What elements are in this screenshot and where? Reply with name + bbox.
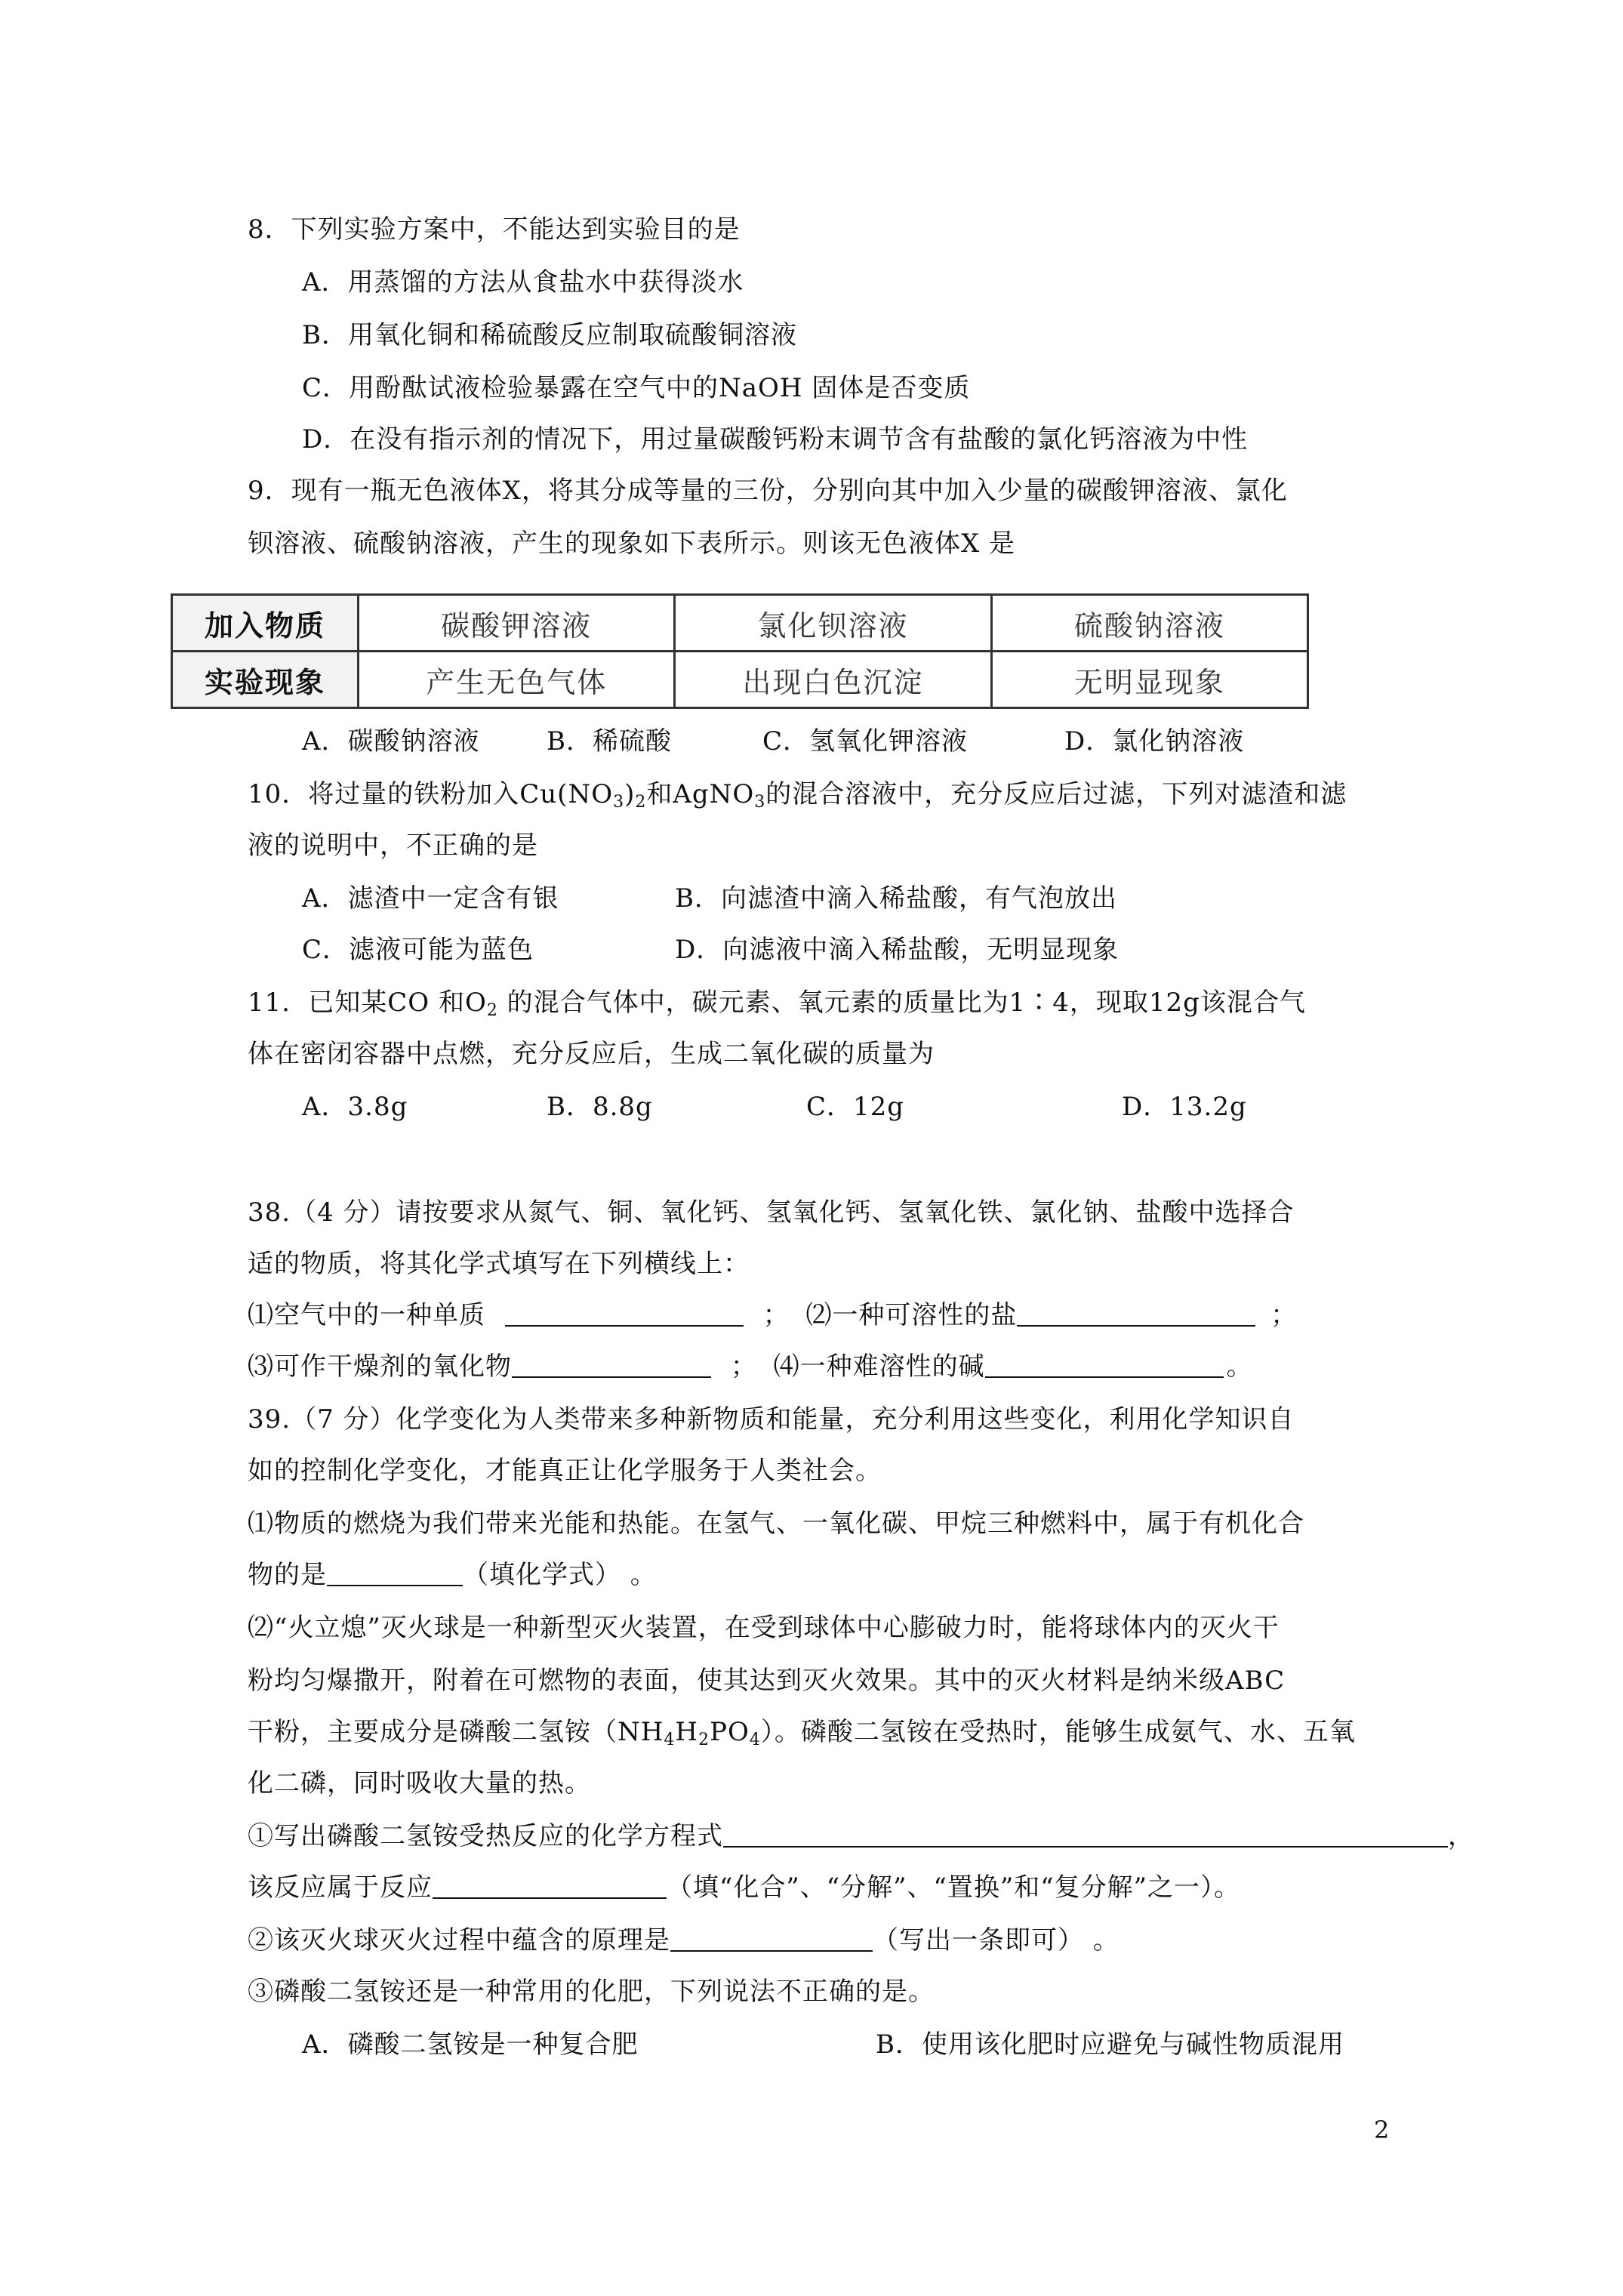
q39-part2-text: PO <box>710 1717 750 1747</box>
q38-stem-line1: 38.（4 分）请按要求从氮气、铜、氧化钙、氢氧化钙、氢氧化铁、氯化钠、盐酸中选择合 <box>248 1197 1295 1228</box>
table-row <box>172 595 1308 652</box>
q39-sub2 <box>248 1924 1119 1957</box>
q39-part1-line2 <box>248 1558 657 1592</box>
q11-stem-text: 11．已知某CO 和O <box>248 988 487 1018</box>
q9-option-d: D．氯化钠溶液 <box>1064 726 1245 757</box>
q38-item2-label: ⑵一种可溶性的盐 <box>805 1300 1018 1330</box>
separator: ； <box>1270 1300 1298 1330</box>
q39-sub1 <box>248 1820 1474 1853</box>
q39-part2-line2: 粉均匀爆撒开，附着在可燃物的表面，使其达到灭火效果。其中的灭火材料是纳米级ABC <box>248 1666 1286 1696</box>
answer-blank[interactable] <box>505 1299 744 1327</box>
subscript: 4 <box>664 1730 676 1749</box>
answer-blank[interactable] <box>512 1351 711 1378</box>
q39-part2-text: ）。磷酸二氢铵在受热时，能够生成氨气、水、五氧 <box>760 1717 1356 1747</box>
q39-part2-line3 <box>248 1715 1356 1757</box>
q39-sub1b-text: （填“化合”、“分解”、“置换”和“复分解”之一）。 <box>667 1872 1241 1903</box>
q39-sub1-text: ①写出磷酸二氢铵受热反应的化学方程式 <box>248 1821 723 1851</box>
table-row <box>172 652 1308 708</box>
q39-option-a: A．磷酸二氢铵是一种复合肥 <box>302 2029 639 2060</box>
q11-stem-text: 的混合气体中，碳元素、氧元素的质量比为1∶4，现取12g该混合气 <box>497 988 1306 1018</box>
answer-blank[interactable] <box>433 1872 667 1899</box>
subscript: 4 <box>749 1730 761 1749</box>
q8-option-b: B．用氧化铜和稀硫酸反应制取硫酸铜溶液 <box>302 320 797 350</box>
q39-part1-line1: ⑴物质的燃烧为我们带来光能和热能。在氢气、一氧化碳、甲烷三种燃料中，属于有机化合 <box>248 1509 1304 1539</box>
q39-part2-line1: ⑵“火立熄”灭火球是一种新型灭火装置，在受到球体中心膨破力时，能将球体内的灭火干 <box>248 1613 1280 1643</box>
q38-row1 <box>248 1299 1297 1332</box>
period: 。 <box>1226 1351 1253 1382</box>
q9-option-a: A．碳酸钠溶液 <box>302 726 480 757</box>
comma: ， <box>1448 1821 1474 1851</box>
q10-stem-text: 的混合溶液中，充分反应后过滤，下列对滤渣和滤 <box>765 779 1347 809</box>
q38-row2 <box>248 1350 1253 1383</box>
q11-stem-line1 <box>248 986 1306 1028</box>
q39-part2-line4: 化二磷，同时吸收大量的热。 <box>248 1768 591 1798</box>
q10-stem-line2: 液的说明中，不正确的是 <box>248 831 538 861</box>
q11-option-c: C．12g <box>806 1092 905 1122</box>
separator: ； <box>762 1300 790 1330</box>
q8-stem: 8．下列实验方案中，不能达到实验目的是 <box>248 214 741 245</box>
q10-option-c: C．滤液可能为蓝色 <box>302 935 534 965</box>
q39-sub2-text: ②该灭火球灭火过程中蕴含的原理是 <box>248 1925 670 1955</box>
q39-stem-line1: 39.（7 分）化学变化为人类带来多种新物质和能量，充分利用这些变化，利用化学知识自 <box>248 1404 1295 1435</box>
answer-blank[interactable] <box>327 1559 463 1586</box>
table-cell: 碳酸钾溶液 <box>359 595 675 652</box>
q9-option-c: C．氢氧化钾溶液 <box>762 726 969 757</box>
q8-option-d: D．在没有指示剂的情况下，用过量碳酸钙粉末调节含有盐酸的氯化钙溶液为中性 <box>302 424 1249 455</box>
subscript: 2 <box>486 1001 498 1020</box>
q39-sub3: ③磷酸二氢铵还是一种常用的化肥，下列说法不正确的是。 <box>248 1977 935 2007</box>
table-row-header: 加入物质 <box>172 595 359 652</box>
table-cell: 氯化钡溶液 <box>675 595 991 652</box>
q8-option-a: A．用蒸馏的方法从食盐水中获得淡水 <box>302 267 744 297</box>
q10-option-a: A．滤渣中一定含有银 <box>302 883 559 914</box>
table-cell: 硫酸钠溶液 <box>991 595 1307 652</box>
q10-option-d: D．向滤液中滴入稀盐酸，无明显现象 <box>675 935 1119 965</box>
q39-option-b: B．使用该化肥时应避免与碱性物质混用 <box>876 2029 1344 2060</box>
answer-blank[interactable] <box>1017 1299 1255 1327</box>
answer-blank[interactable] <box>723 1820 1448 1848</box>
q39-stem-line2: 如的控制化学变化，才能真正让化学服务于人类社会。 <box>248 1456 882 1486</box>
q11-option-b: B．8.8g <box>547 1092 653 1122</box>
q9-experiment-table <box>171 593 1309 709</box>
subscript: 3 <box>613 793 625 812</box>
answer-blank[interactable] <box>985 1351 1224 1378</box>
q10-stem-text: 和AgNO <box>646 779 755 809</box>
q38-item3-label: ⑶可作干燥剂的氧化物 <box>248 1351 512 1382</box>
q38-stem-line2: 适的物质，将其化学式填写在下列横线上： <box>248 1249 750 1279</box>
answer-blank[interactable] <box>670 1925 873 1952</box>
q39-sub1b <box>248 1871 1240 1904</box>
q39-part1-text: 物的是 <box>248 1560 327 1590</box>
q38-item4-label: ⑷一种难溶性的碱 <box>773 1351 985 1382</box>
separator: ； <box>730 1351 757 1382</box>
q10-option-b: B．向滤渣中滴入稀盐酸，有气泡放出 <box>675 883 1117 914</box>
table-row-header: 实验现象 <box>172 652 359 708</box>
q10-stem-text: 10．将过量的铁粉加入Cu(NO <box>248 779 614 809</box>
q11-option-a: A．3.8g <box>302 1092 408 1122</box>
q9-stem-line2: 钡溶液、硫酸钠溶液，产生的现象如下表所示。则该无色液体X 是 <box>248 529 1016 559</box>
q10-stem-line1 <box>248 778 1347 819</box>
q8-option-c: C．用酚酞试液检验暴露在空气中的NaOH 固体是否变质 <box>302 373 971 403</box>
table-cell: 无明显现象 <box>991 652 1307 708</box>
page-number: 2 <box>1374 2116 1390 2144</box>
q9-stem-line1: 9．现有一瓶无色液体X，将其分成等量的三份，分别向其中加入少量的碳酸钾溶液、氯化 <box>248 476 1288 506</box>
q11-stem-line2: 体在密闭容器中点燃，充分反应后，生成二氧化碳的质量为 <box>248 1039 935 1069</box>
q9-option-b: B．稀硫酸 <box>547 726 672 757</box>
subscript: 3 <box>754 793 766 812</box>
q10-stem-text: ) <box>624 779 636 809</box>
q39-part1-text: （填化学式） 。 <box>463 1560 657 1590</box>
table-cell: 出现白色沉淀 <box>675 652 991 708</box>
subscript: 2 <box>698 1730 710 1749</box>
q38-item1-label: ⑴空气中的一种单质 <box>248 1300 485 1330</box>
q39-sub2-text: （写出一条即可） 。 <box>873 1925 1119 1955</box>
subscript: 2 <box>635 793 647 812</box>
q11-option-d: D．13.2g <box>1122 1092 1247 1122</box>
table-cell: 产生无色气体 <box>359 652 675 708</box>
q39-sub1b-text: 该反应属于反应 <box>248 1872 433 1903</box>
q39-part2-text: H <box>675 1717 699 1747</box>
q39-part2-text: 干粉，主要成分是磷酸二氢铵（NH <box>248 1717 664 1747</box>
